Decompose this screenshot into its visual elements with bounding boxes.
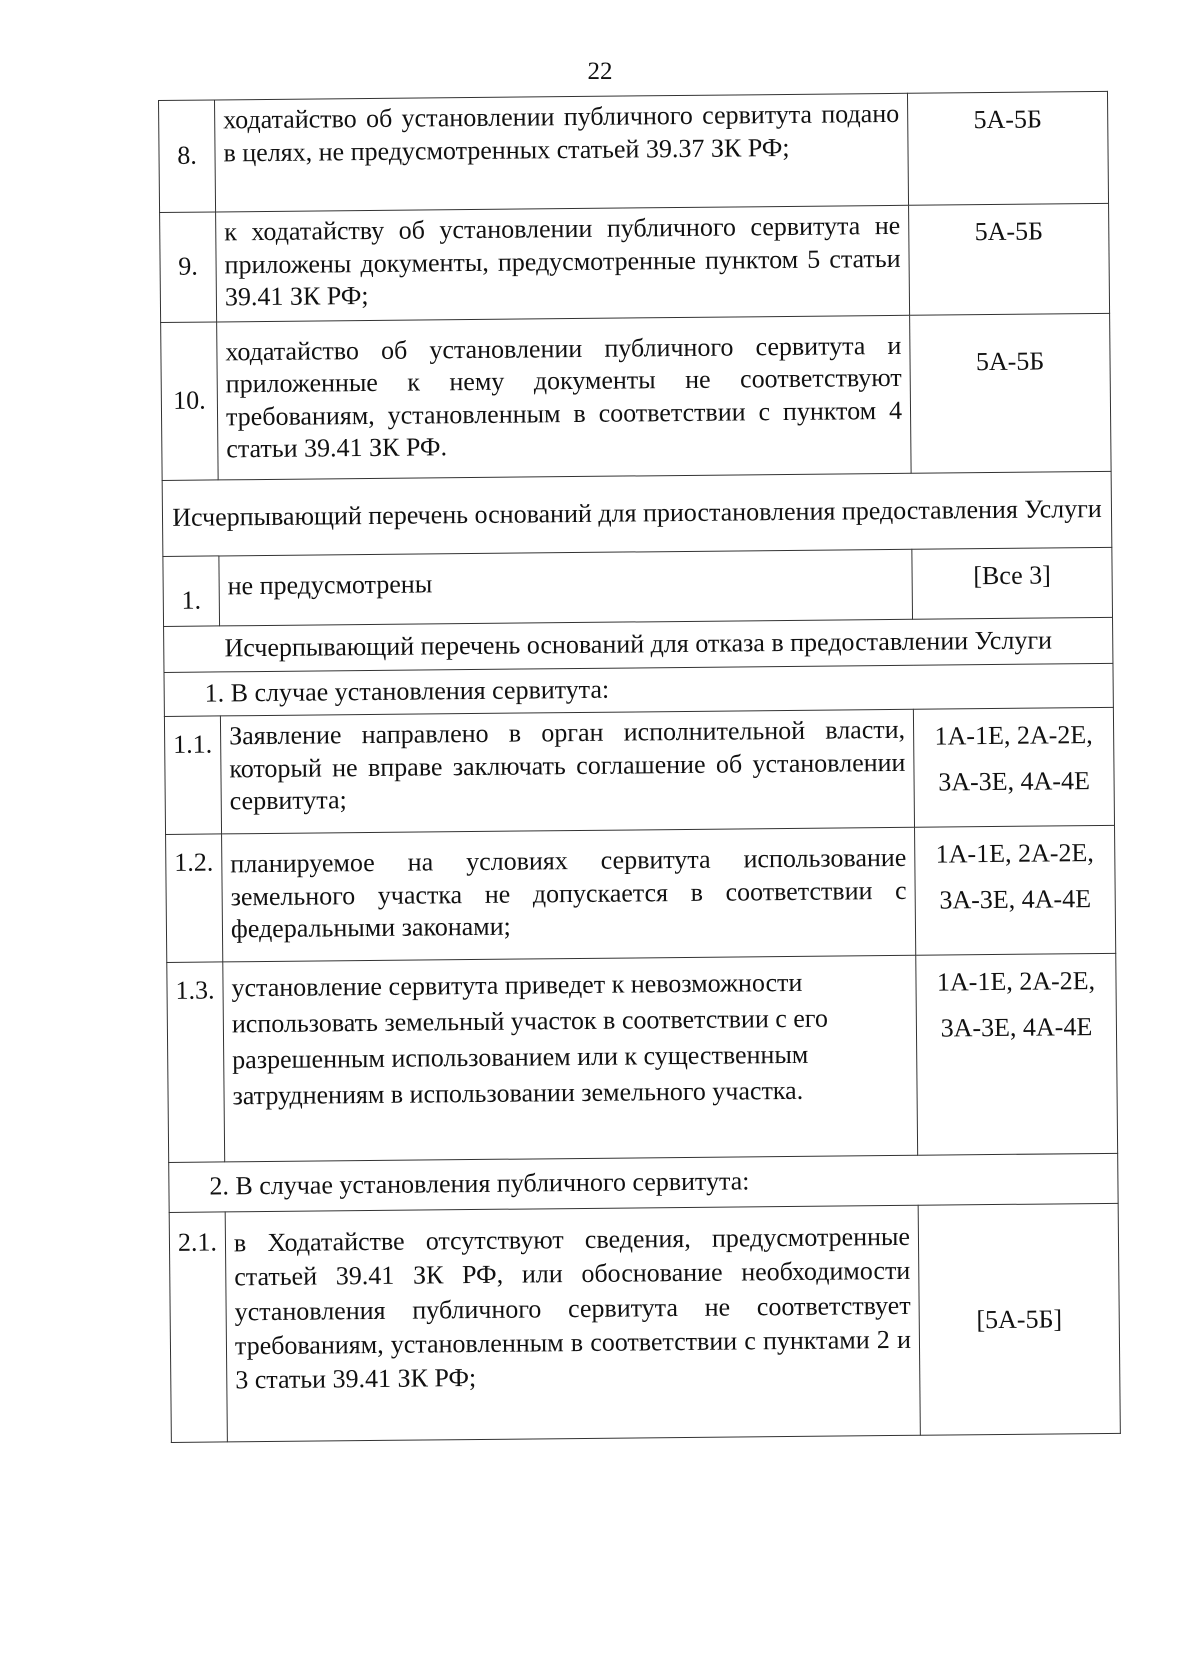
section-header-row xyxy=(162,471,1112,556)
table-row xyxy=(167,953,1118,1162)
row-number: 8. xyxy=(159,100,216,213)
row-number: 2.1. xyxy=(169,1212,227,1443)
table-row xyxy=(160,203,1110,322)
table-row xyxy=(161,313,1111,480)
row-text: Заявление направлено в орган исполнительной власти, который не вправе заключать соглашение об установлении сервитута; xyxy=(220,709,914,834)
row-text: ходатайство об установлении публичного сервитута и приложенные к нему документы не соответствуют требованиям, установленным в соответствии с пунктом 4 статьи 39.41 ЗК РФ. xyxy=(217,315,911,480)
row-text: ходатайство об установлении публичного сервитута подано в целях, не предусмотренных статьей 39.37 ЗК РФ; xyxy=(215,93,909,212)
subsection-title: 2. В случае установления публичного сервитута: xyxy=(169,1153,1118,1212)
suspension-section-header: Исчерпывающий перечень оснований для приостановления предоставления Услуги xyxy=(162,471,1112,556)
table-row xyxy=(159,91,1109,212)
subsection-row xyxy=(169,1153,1118,1212)
row-number: 9. xyxy=(160,212,217,323)
row-text: установление сервитута приведет к невозможности использовать земельный участок в соответствии с его разрешенным использованием или к существенным затруднениям в использовании земельного участка. xyxy=(223,955,918,1162)
row-text: к ходатайству об установлении публичного сервитута не приложены документы, предусмотренные пунктом 5 статьи 39.41 ЗК РФ; xyxy=(216,205,910,322)
row-number: 1.2. xyxy=(166,834,223,963)
row-number: 1.3. xyxy=(167,962,225,1163)
row-text: планируемое на условиях сервитута использование земельного участка не допускается в соответствии с федеральными законами; xyxy=(222,827,916,962)
table-row xyxy=(164,707,1114,834)
row-number: 10. xyxy=(161,322,219,481)
row-text: в Ходатайстве отсутствуют сведения, предусмотренные статьей 39.41 ЗК РФ, или обоснование необходимости установления публичного сервитута не соответствует требованиям, установленным в соответствии с пунктами 2 и 3 статьи 39.41 ЗК РФ; xyxy=(225,1205,920,1442)
row-codes: 1А-1Е, 2А-2Е, 3А-3Е, 4А-4Е xyxy=(916,953,1118,1155)
row-codes: 1А-1Е, 2А-2Е, 3А-3Е, 4А-4Е xyxy=(915,825,1116,955)
row-number: 1. xyxy=(163,556,220,627)
grounds-table xyxy=(158,91,1121,1443)
table-row xyxy=(166,825,1116,962)
table-row xyxy=(169,1203,1120,1442)
refusal-section-header: Исчерпывающий перечень оснований для отказа в предоставлении Услуги xyxy=(164,617,1113,672)
page-number: 22 xyxy=(587,58,613,85)
row-codes: [Все 3] xyxy=(912,547,1113,619)
row-text: не предусмотрены xyxy=(219,549,913,626)
table-row xyxy=(163,547,1113,626)
row-codes: 1А-1Е, 2А-2Е, 3А-3Е, 4А-4Е xyxy=(913,707,1114,827)
row-number: 1.1. xyxy=(164,716,221,835)
subsection-title: 1. В случае установления сервитута: xyxy=(164,663,1113,716)
row-codes: 5А-5Б xyxy=(907,91,1108,205)
row-codes: 5А-5Б xyxy=(909,203,1110,315)
row-codes: [5А-5Б] xyxy=(918,1203,1120,1435)
row-codes: 5А-5Б xyxy=(910,313,1112,473)
